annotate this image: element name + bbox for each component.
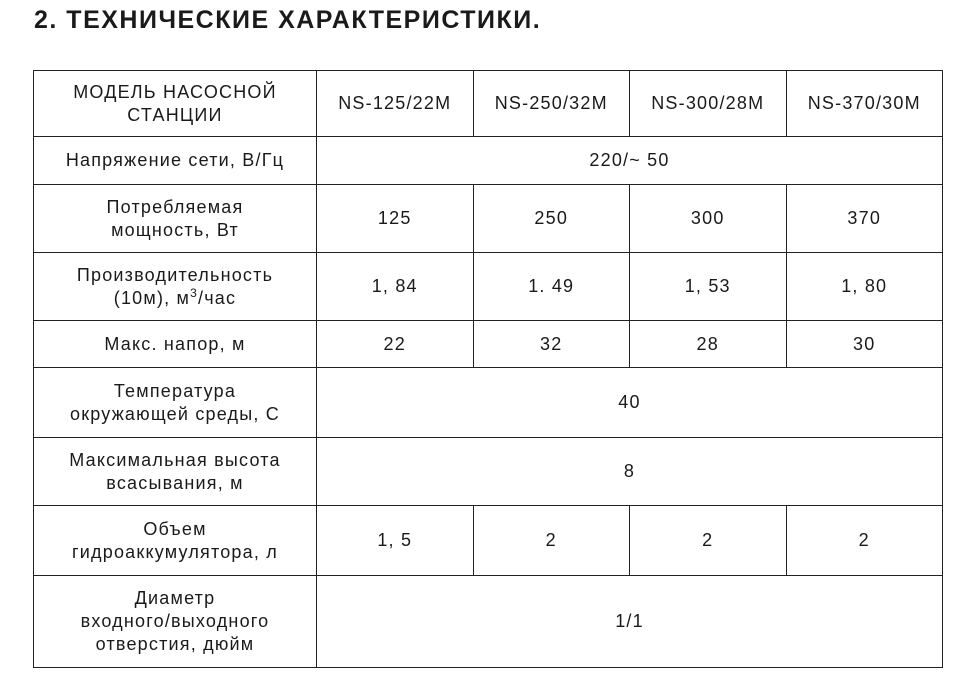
temperature-row [34, 368, 943, 438]
suction-label-line1: Максимальная высота [69, 449, 281, 470]
model-label-cell [34, 71, 317, 137]
diameter-label-cell [34, 576, 317, 668]
tank-row [34, 506, 943, 576]
model-header-cell: NS-300/28M [630, 71, 787, 137]
max-head-label: Макс. напор, м [34, 321, 317, 368]
power-label-line2: мощность, Вт [111, 219, 239, 240]
temperature-label-line2: окружающей среды, С [70, 403, 280, 424]
flow-label-line1: Производительность [76, 264, 274, 285]
diameter-label-line3: отверстия, дюйм [95, 634, 255, 654]
flow-label-cell [34, 253, 317, 321]
tank-value: 2 [786, 506, 943, 576]
model-header-cell: NS-370/30M [786, 71, 943, 137]
suction-label-line2: всасывания, м [106, 472, 244, 493]
temperature-label-line1: Температура [113, 380, 237, 401]
suction-row [34, 438, 943, 506]
power-label-cell [34, 185, 317, 253]
flow-row [34, 253, 943, 321]
flow-label-line2 [40, 287, 310, 310]
diameter-label-line1: Диаметр [134, 588, 216, 608]
max-head-value: 22 [317, 321, 474, 368]
max-head-value: 32 [473, 321, 630, 368]
specs-table [33, 70, 943, 668]
diameter-value: 1/1 [317, 576, 943, 668]
diameter-row [34, 576, 943, 668]
header-row [34, 71, 943, 137]
page-title: 2. ТЕХНИЧЕСКИЕ ХАРАКТЕРИСТИКИ. [34, 6, 542, 34]
model-label-line2: СТАНЦИИ [127, 104, 223, 125]
flow-label-unit-post: /час [198, 287, 237, 308]
model-label-line1: МОДЕЛЬ НАСОСНОЙ [73, 81, 277, 102]
flow-label-unit-sup: 3 [190, 285, 199, 300]
model-header-cell: NS-250/32M [473, 71, 630, 137]
power-label-line1: Потребляемая [106, 196, 244, 217]
voltage-value: 220/~ 50 [317, 137, 943, 185]
tank-value: 1, 5 [317, 506, 474, 576]
flow-label-unit-pre: (10м), м [113, 287, 191, 308]
max-head-value: 30 [786, 321, 943, 368]
flow-value: 1, 84 [317, 253, 474, 321]
temperature-value: 40 [317, 368, 943, 438]
power-value: 300 [630, 185, 787, 253]
flow-value: 1, 80 [786, 253, 943, 321]
voltage-row [34, 137, 943, 185]
tank-value: 2 [473, 506, 630, 576]
power-value: 125 [317, 185, 474, 253]
tank-label-line2: гидроаккумулятора, л [72, 541, 278, 562]
power-value: 370 [786, 185, 943, 253]
tank-value: 2 [630, 506, 787, 576]
temperature-label-cell [34, 368, 317, 438]
max-head-row [34, 321, 943, 368]
tank-label-line1: Объем [143, 518, 207, 539]
power-row [34, 185, 943, 253]
flow-value: 1. 49 [473, 253, 630, 321]
model-header-cell: NS-125/22M [317, 71, 474, 137]
suction-value: 8 [317, 438, 943, 506]
diameter-label-line2: входного/выходного [80, 611, 270, 631]
flow-value: 1, 53 [630, 253, 787, 321]
power-value: 250 [473, 185, 630, 253]
voltage-label: Напряжение сети, В/Гц [34, 137, 317, 185]
tank-label-cell [34, 506, 317, 576]
suction-label-cell [34, 438, 317, 506]
max-head-value: 28 [630, 321, 787, 368]
